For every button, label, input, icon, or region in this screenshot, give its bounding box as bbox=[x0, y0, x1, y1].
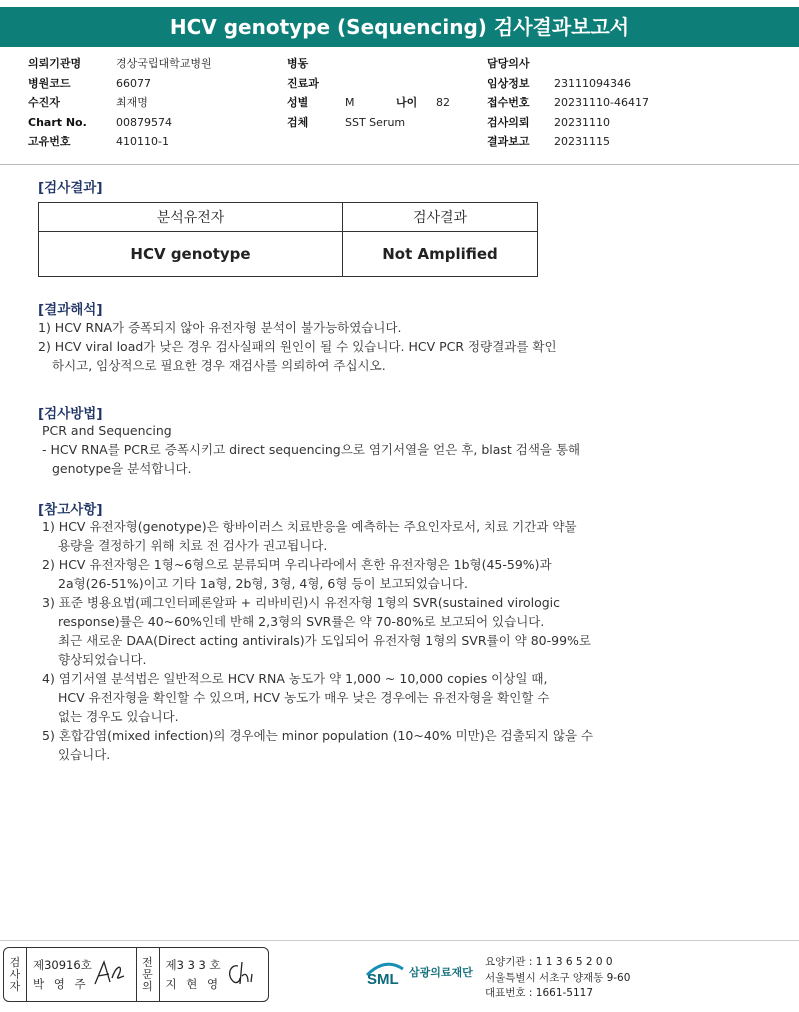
header-divider bbox=[0, 164, 799, 165]
meta-value: 20231110-46417 bbox=[554, 96, 649, 109]
meta-value: 410110-1 bbox=[116, 135, 169, 148]
specimen-label: 검체 bbox=[287, 115, 309, 129]
specialist-name: 지 현 영 bbox=[165, 977, 222, 991]
tester-license-no: 제30916호 bbox=[33, 958, 92, 972]
meta-label: 임상정보 bbox=[487, 76, 530, 90]
specialist-signature bbox=[224, 958, 260, 988]
sml-logo-mark bbox=[365, 957, 405, 987]
text-line: HCV 유전자형을 확인할 수 있으며, HCV 농도가 매우 낮은 경우에는 유전자형을 확인할 수 bbox=[58, 690, 550, 705]
text-line: 2a형(26-51%)이고 기타 1a형, 2b형, 3형, 4형, 6형 등이 보고되었습니다. bbox=[58, 576, 469, 591]
meta-label: 의뢰기관명 bbox=[28, 57, 82, 70]
result-table-header bbox=[39, 203, 538, 232]
meta-label: 병원코드 bbox=[28, 76, 71, 90]
text-line: 2) HCV 유전자형은 1형~6형으로 분류되며 우리나라에서 흔한 유전자형은 1b형(45-59%)과 bbox=[42, 557, 552, 572]
specimen-value: SST Serum bbox=[345, 115, 406, 129]
dept-label: 진료과 bbox=[287, 76, 319, 90]
meta-value: 00879574 bbox=[116, 115, 172, 129]
meta-col-2 bbox=[287, 54, 450, 132]
meta-value: 66077 bbox=[116, 76, 151, 90]
age-value: 82 bbox=[436, 96, 450, 109]
report-title: HCV genotype (Sequencing) 검사결과보고서 bbox=[0, 7, 799, 47]
logo-name: 삼광의료재단 bbox=[409, 966, 473, 979]
text-line: 있습니다. bbox=[58, 747, 111, 762]
text-line: 용량을 결정하기 위해 치료 전 검사가 권고됩니다. bbox=[58, 538, 328, 553]
text-line: 없는 경우도 있습니다. bbox=[58, 709, 179, 724]
text-line: 2) HCV viral load가 낮은 경우 검사실패의 원인이 될 수 있습니다. HCV PCR 정량결과를 확인 bbox=[38, 339, 557, 354]
method-text bbox=[38, 421, 678, 478]
tester-name: 박 영 주 bbox=[33, 977, 89, 991]
meta-label: 담당의사 bbox=[487, 57, 530, 70]
text-line: genotype을 분석합니다. bbox=[52, 461, 192, 476]
meta-label: 접수번호 bbox=[487, 96, 530, 109]
vlabel-char: 문 bbox=[142, 967, 153, 981]
reference-text bbox=[38, 517, 678, 764]
meta-col-1 bbox=[28, 54, 212, 152]
signature-box bbox=[3, 947, 269, 1002]
vlabel-char: 검 bbox=[9, 955, 21, 969]
text-line: 최근 새로운 DAA(Direct acting antivirals)가 도입되어 유전자형 1형의 SVR률이 약 80-99%로 bbox=[58, 633, 591, 648]
col-gene-header: 분석유전자 bbox=[39, 203, 343, 232]
contact-line: 대표번호 : 1661-5117 bbox=[485, 987, 594, 999]
tester-cell bbox=[27, 948, 137, 1001]
vlabel-char: 의 bbox=[142, 979, 153, 993]
vlabel-char: 전 bbox=[142, 955, 153, 969]
text-line: - HCV RNA를 PCR로 증폭시키고 direct sequencing으로 염기서열을 얻은 후, blast 검색을 통해 bbox=[42, 442, 581, 457]
specialist-license-no: 제3 3 3 호 bbox=[165, 958, 221, 972]
vlabel-char: 사 bbox=[9, 967, 21, 981]
specialist-cell bbox=[160, 948, 269, 1001]
result-table bbox=[38, 202, 538, 277]
meta-value: 23111094346 bbox=[554, 76, 631, 90]
text-line: 하시고, 임상적으로 필요한 경우 재검사를 의뢰하여 주십시오. bbox=[52, 358, 386, 373]
text-line: 3) 표준 병용요법(페그인터페론알파 + 리바비린)시 유전자형 1형의 SVR(sustained virologic bbox=[42, 595, 561, 610]
footer-divider bbox=[0, 940, 799, 941]
interpretation-text bbox=[38, 318, 678, 375]
sex-label: 성별 bbox=[287, 96, 309, 109]
table-row bbox=[39, 232, 538, 277]
meta-label: 결과보고 bbox=[487, 135, 530, 148]
meta-value: 20231110 bbox=[554, 115, 610, 129]
text-line: 향상되었습니다. bbox=[58, 652, 147, 667]
meta-label: 수진자 bbox=[28, 96, 60, 109]
meta-col-3 bbox=[487, 54, 649, 152]
meta-label: 고유번호 bbox=[28, 135, 71, 148]
vlabel-char: 자 bbox=[9, 979, 21, 993]
specialist-vertical-label bbox=[137, 948, 160, 1001]
meta-label: Chart No. bbox=[28, 115, 87, 129]
result-cell: Not Amplified bbox=[343, 232, 538, 277]
contact-line: 요양기관 : 1 1 3 6 5 2 0 0 bbox=[485, 956, 613, 968]
interpretation-heading: [결과해석] bbox=[38, 302, 103, 318]
contact-info bbox=[485, 955, 630, 1002]
tester-vertical-label bbox=[4, 948, 27, 1001]
meta-value: 20231115 bbox=[554, 135, 610, 148]
text-line: 5) 혼합감염(mixed infection)의 경우에는 minor population (10~40% 미만)은 검출되지 않을 수 bbox=[42, 728, 594, 743]
result-heading: [검사결과] bbox=[38, 180, 103, 196]
meta-value: 최재명 bbox=[116, 96, 148, 109]
text-line: 1) HCV 유전자형(genotype)은 항바이러스 치료반응을 예측하는 주요인자로서, 치료 기간과 약물 bbox=[42, 519, 577, 534]
meta-value: 경상국립대학교병원 bbox=[116, 57, 212, 70]
reference-heading: [참고사항] bbox=[38, 502, 103, 518]
contact-line: 서울특별시 서초구 양재동 9-60 bbox=[485, 971, 631, 984]
sex-value: M bbox=[345, 96, 355, 109]
age-label: 나이 bbox=[396, 96, 418, 109]
text-line: response)률은 40~60%인데 반해 2,3형의 SVR률은 약 70-80%로 보고되어 있습니다. bbox=[58, 614, 545, 629]
gene-cell: HCV genotype bbox=[39, 232, 343, 277]
sml-logo bbox=[365, 957, 473, 987]
meta-label: 검사의뢰 bbox=[487, 115, 530, 129]
col-result-header: 검사결과 bbox=[343, 203, 538, 232]
ward-label: 병동 bbox=[287, 57, 309, 70]
method-heading: [검사방법] bbox=[38, 406, 103, 422]
text-line: 4) 염기서열 분석법은 일반적으로 HCV RNA 농도가 약 1,000 ~ 10,000 copies 이상일 때, bbox=[42, 671, 548, 686]
text-line: PCR and Sequencing bbox=[42, 423, 172, 438]
logo-mark-text: SML bbox=[367, 971, 399, 987]
text-line: 1) HCV RNA가 증폭되지 않아 유전자형 분석이 불가능하였습니다. bbox=[38, 320, 402, 335]
tester-signature bbox=[92, 958, 128, 988]
